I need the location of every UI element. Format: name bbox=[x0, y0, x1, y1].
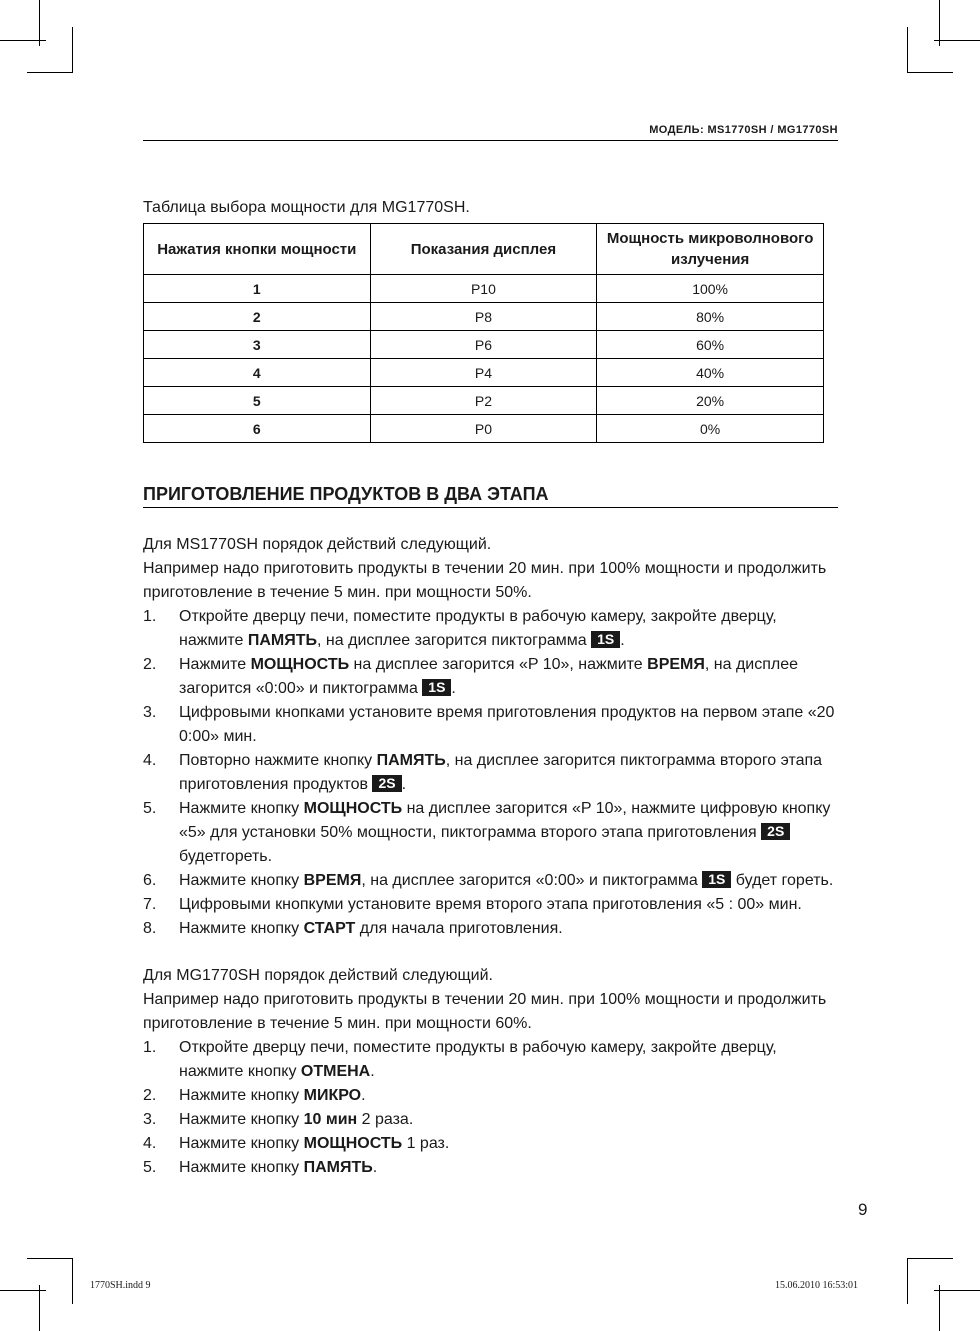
step-text: . bbox=[361, 1087, 366, 1104]
display-cell: P2 bbox=[370, 387, 597, 415]
crop-mark bbox=[72, 27, 73, 73]
crop-mark bbox=[934, 40, 980, 41]
step-number: 4. bbox=[143, 752, 157, 769]
mg-steps-list bbox=[143, 1036, 843, 1180]
list-item bbox=[143, 869, 843, 893]
table-row bbox=[144, 331, 824, 359]
list-item bbox=[143, 1084, 843, 1108]
step-text: на дисплее загорится «P 10», нажмите bbox=[349, 656, 648, 673]
step-text: 2 раза. bbox=[357, 1111, 414, 1128]
button-name: СТАРТ bbox=[303, 920, 356, 937]
crop-mark bbox=[934, 1290, 980, 1291]
ms-steps-list bbox=[143, 605, 843, 941]
step-number: 7. bbox=[143, 896, 157, 913]
list-item bbox=[143, 1132, 843, 1156]
table-header-row bbox=[144, 224, 824, 275]
power-cell: 60% bbox=[597, 331, 824, 359]
stage-pictogram-icon: 1S bbox=[591, 631, 620, 648]
step-text: Нажмите кнопку bbox=[179, 1087, 304, 1104]
stage-pictogram-icon: 1S bbox=[702, 871, 731, 888]
button-name: 10 мин bbox=[303, 1111, 358, 1128]
column-header: Показания дисплея bbox=[370, 224, 597, 275]
step-text: Повторно нажмите кнопку bbox=[179, 752, 377, 769]
intro-example: Например надо приготовить продукты в течении 20 мин. при 100% мощности и продолжить приготовление в течение 5 мин. при мощности 50%. bbox=[143, 560, 827, 601]
list-item bbox=[143, 797, 843, 869]
crop-mark bbox=[939, 1285, 940, 1331]
step-text: Нажмите кнопку bbox=[179, 1159, 304, 1176]
step-text: , на дисплее загорится «0:00» и пиктограмма bbox=[361, 872, 703, 889]
step-text: , на дисплее загорится «0:00» и пиктограмма bbox=[179, 656, 799, 697]
display-cell: P10 bbox=[370, 275, 597, 303]
list-item bbox=[143, 749, 843, 797]
power-cell: 40% bbox=[597, 359, 824, 387]
crop-mark bbox=[0, 1290, 46, 1291]
step-text: . bbox=[620, 632, 625, 649]
button-name: ОТМЕНА bbox=[300, 1063, 371, 1080]
intro-line: Для MG1770SH порядок действий следующий. bbox=[143, 967, 493, 984]
table-row bbox=[144, 275, 824, 303]
step-number: 5. bbox=[143, 1159, 157, 1176]
crop-mark bbox=[907, 72, 953, 73]
press-count-cell: 1 bbox=[144, 275, 371, 303]
button-name: МИКРО bbox=[303, 1087, 362, 1104]
step-text: , на дисплее загорится пиктограмма второго этапа приготовления продуктов bbox=[179, 752, 823, 793]
display-cell: P6 bbox=[370, 331, 597, 359]
step-text: Цифровыми кнопками установите время приготовления продуктов на первом этапе «20 0:00» мин. bbox=[179, 704, 835, 745]
list-item bbox=[143, 1156, 843, 1180]
power-table bbox=[143, 223, 824, 443]
power-cell: 80% bbox=[597, 303, 824, 331]
step-text: Нажмите bbox=[179, 656, 251, 673]
step-number: 2. bbox=[143, 656, 157, 673]
column-header: Нажатия кнопки мощности bbox=[144, 224, 371, 275]
button-name: МОЩНОСТЬ bbox=[303, 1135, 403, 1152]
list-item bbox=[143, 893, 843, 917]
stage-pictogram-icon: 2S bbox=[372, 775, 401, 792]
list-item bbox=[143, 1108, 843, 1132]
button-name: МОЩНОСТЬ bbox=[303, 800, 403, 817]
step-text: , на дисплее загорится пиктограмма bbox=[317, 632, 592, 649]
list-item bbox=[143, 1036, 843, 1084]
mg-instructions bbox=[143, 964, 843, 1180]
step-text: Цифровыми кнопкуми установите время второго этапа приготовления «5 : 00» мин. bbox=[179, 896, 802, 913]
step-number: 4. bbox=[143, 1135, 157, 1152]
power-cell: 20% bbox=[597, 387, 824, 415]
list-item bbox=[143, 653, 843, 701]
button-name: ПАМЯТЬ bbox=[303, 1159, 373, 1176]
step-text: Откройте дверцу печи, поместите продукты в рабочую камеру, закройте дверцу, нажмите кнопку bbox=[179, 1039, 777, 1080]
step-text: . bbox=[451, 680, 456, 697]
step-text: . bbox=[401, 776, 407, 793]
step-text: будетгореть. bbox=[179, 848, 273, 865]
crop-mark bbox=[27, 72, 73, 73]
column-header: Мощность микроволнового излучения bbox=[597, 224, 824, 275]
step-text: будет гореть. bbox=[731, 872, 834, 889]
list-item bbox=[143, 701, 843, 749]
press-count-cell: 3 bbox=[144, 331, 371, 359]
button-name: ПАМЯТЬ bbox=[376, 752, 446, 769]
step-text: . bbox=[372, 1159, 378, 1176]
intro-line: Для MS1770SH порядок действий следующий. bbox=[143, 536, 492, 553]
step-text: 1 раз. bbox=[402, 1135, 450, 1152]
list-item bbox=[143, 605, 843, 653]
stage-pictogram-icon: 1S bbox=[422, 679, 451, 696]
display-cell: P8 bbox=[370, 303, 597, 331]
step-number: 3. bbox=[143, 1111, 157, 1128]
button-name: ВРЕМЯ bbox=[647, 656, 705, 673]
stage-pictogram-icon: 2S bbox=[761, 823, 790, 840]
intro-example: Например надо приготовить продукты в течении 20 мин. при 100% мощности и продолжить приготовление в течение 5 мин. при мощности 60%. bbox=[143, 991, 827, 1032]
power-cell: 100% bbox=[597, 275, 824, 303]
button-name: ПАМЯТЬ bbox=[247, 632, 318, 649]
crop-mark bbox=[39, 1285, 40, 1331]
press-count-cell: 6 bbox=[144, 415, 371, 443]
crop-mark bbox=[27, 1258, 73, 1259]
ms-instructions bbox=[143, 533, 843, 941]
step-text: Откройте дверцу печи, поместите продукты в рабочую камеру, закройте дверцу, нажмите bbox=[179, 608, 777, 649]
step-number: 1. bbox=[143, 1039, 157, 1056]
section-title: ПРИГОТОВЛЕНИЕ ПРОДУКТОВ В ДВА ЭТАПА bbox=[143, 484, 838, 508]
table-row bbox=[144, 303, 824, 331]
press-count-cell: 4 bbox=[144, 359, 371, 387]
list-item bbox=[143, 917, 843, 941]
step-number: 3. bbox=[143, 704, 157, 721]
crop-mark bbox=[907, 1258, 953, 1259]
table-row bbox=[144, 359, 824, 387]
step-text: для начала приготовления. bbox=[355, 920, 563, 937]
display-cell: P0 bbox=[370, 415, 597, 443]
step-text: на дисплее загорится «P 10», нажмите цифровую кнопку «5» для установки 50% мощности, пиктограмма второго этапа приготовления bbox=[179, 800, 831, 841]
display-cell: P4 bbox=[370, 359, 597, 387]
crop-mark bbox=[0, 40, 46, 41]
table-row bbox=[144, 387, 824, 415]
crop-mark bbox=[907, 1258, 908, 1304]
step-number: 1. bbox=[143, 608, 157, 625]
press-count-cell: 2 bbox=[144, 303, 371, 331]
model-label: МОДЕЛЬ: MS1770SH / MG1770SH bbox=[649, 124, 838, 136]
button-name: МОЩНОСТЬ bbox=[250, 656, 350, 673]
table-row bbox=[144, 415, 824, 443]
step-text: . bbox=[370, 1063, 375, 1080]
crop-mark bbox=[907, 27, 908, 73]
step-text: Нажмите кнопку bbox=[179, 1135, 304, 1152]
power-cell: 0% bbox=[597, 415, 824, 443]
table-caption: Таблица выбора мощности для MG1770SH. bbox=[143, 199, 470, 216]
print-slug-file: 1770SH.indd 9 bbox=[90, 1280, 151, 1291]
step-number: 2. bbox=[143, 1087, 157, 1104]
running-header bbox=[143, 120, 838, 141]
step-number: 6. bbox=[143, 872, 157, 889]
page-number: 9 bbox=[858, 1200, 868, 1219]
button-name: ВРЕМЯ bbox=[303, 872, 362, 889]
step-number: 5. bbox=[143, 800, 157, 817]
step-text: Нажмите кнопку bbox=[179, 800, 304, 817]
print-slug-date: 15.06.2010 16:53:01 bbox=[775, 1280, 859, 1291]
step-text: Нажмите кнопку bbox=[179, 1111, 304, 1128]
crop-mark bbox=[72, 1258, 73, 1304]
step-text: Нажмите кнопку bbox=[179, 920, 304, 937]
step-number: 8. bbox=[143, 920, 157, 937]
press-count-cell: 5 bbox=[144, 387, 371, 415]
step-text: Нажмите кнопку bbox=[179, 872, 304, 889]
